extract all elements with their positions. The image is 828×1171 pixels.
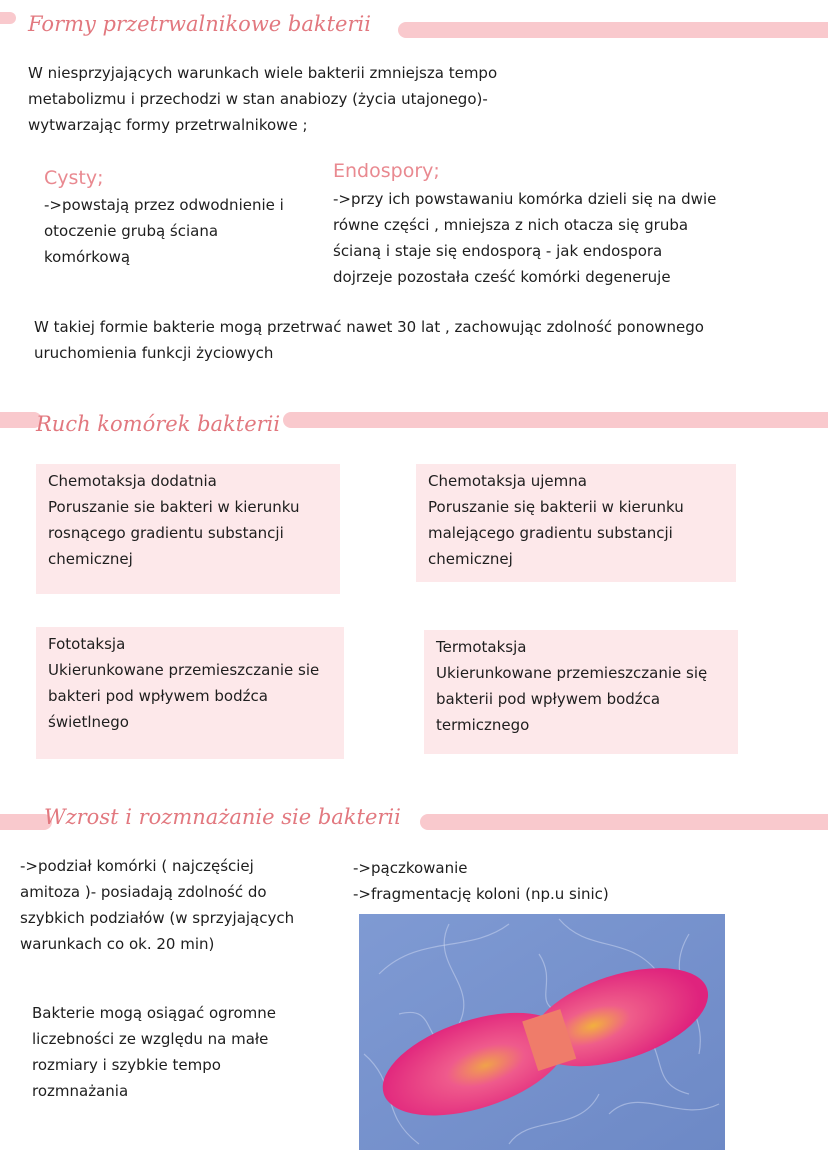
section1-summary: W takiej formie bakterie mogą przetrwać nawet 30 lat , zachowując zdolność ponownego uruchomienia funkcji życiowych	[34, 318, 704, 362]
bacteria-photo-svg	[359, 914, 725, 1150]
section2-title-bar-right	[283, 412, 828, 428]
card-chemotaksja-dodatnia	[36, 464, 340, 594]
reproduction-note: Bakterie mogą osiągać ogromne liczebności ze względu na małe rozmiary i szybkie tempo rozmnażania	[32, 1004, 277, 1100]
bacteria-division-photo	[359, 914, 725, 1150]
section1-intro: W niesprzyjających warunkach wiele bakterii zmniejsza tempo metabolizmu i przechodzi w stan anabiozy (życia utajonego)- wytwarzając formy przetrwalnikowe ;	[28, 64, 498, 134]
reproduction-other-text: ->pączkowanie ->fragmentację koloni (np.u sinic)	[353, 859, 609, 903]
card-chemotaksja-ujemna	[416, 464, 736, 582]
endospory-text: ->przy ich powstawaniu komórka dzieli się na dwie równe części , mniejsza z nich otacza się gruba ścianą i staje się endosporą - jak endospora dojrzeje pozostała cześć komórki degeneruje	[333, 190, 717, 286]
reproduction-division-text: ->podział komórki ( najczęściej amitoza )- posiadają zdolność do szybkich podziałów (w sprzyjających warunkach co ok. 20 min)	[20, 857, 295, 953]
card-termotaksja	[424, 630, 738, 754]
card-text: Fototaksja Ukierunkowane przemieszczanie sie bakteri pod wpływem bodźca świetlnego	[48, 635, 320, 731]
endospory-title: Endospory;	[333, 160, 440, 182]
section3-title: Wzrost i rozmnażanie sie bakterii	[44, 805, 401, 829]
card-text: Chemotaksja dodatnia Poruszanie sie bakteri w kierunku rosnącego gradientu substancji chemicznej	[48, 472, 300, 568]
card-text: Termotaksja Ukierunkowane przemieszczanie się bakterii pod wpływem bodźca termicznego	[436, 638, 708, 734]
cysty-text: ->powstają przez odwodnienie i otoczenie grubą ściana komórkową	[44, 196, 284, 266]
section1-title-marker	[0, 12, 16, 24]
card-text: Chemotaksja ujemna Poruszanie się bakterii w kierunku malejącego gradientu substancji chemicznej	[428, 472, 684, 568]
cysty-title: Cysty;	[44, 167, 104, 189]
section2-title: Ruch komórek bakterii	[36, 412, 281, 436]
section1-title-bar	[398, 22, 828, 38]
card-fototaksja	[36, 627, 344, 759]
section3-title-bar-right	[420, 814, 828, 830]
section1-title: Formy przetrwalnikowe bakterii	[28, 12, 371, 36]
